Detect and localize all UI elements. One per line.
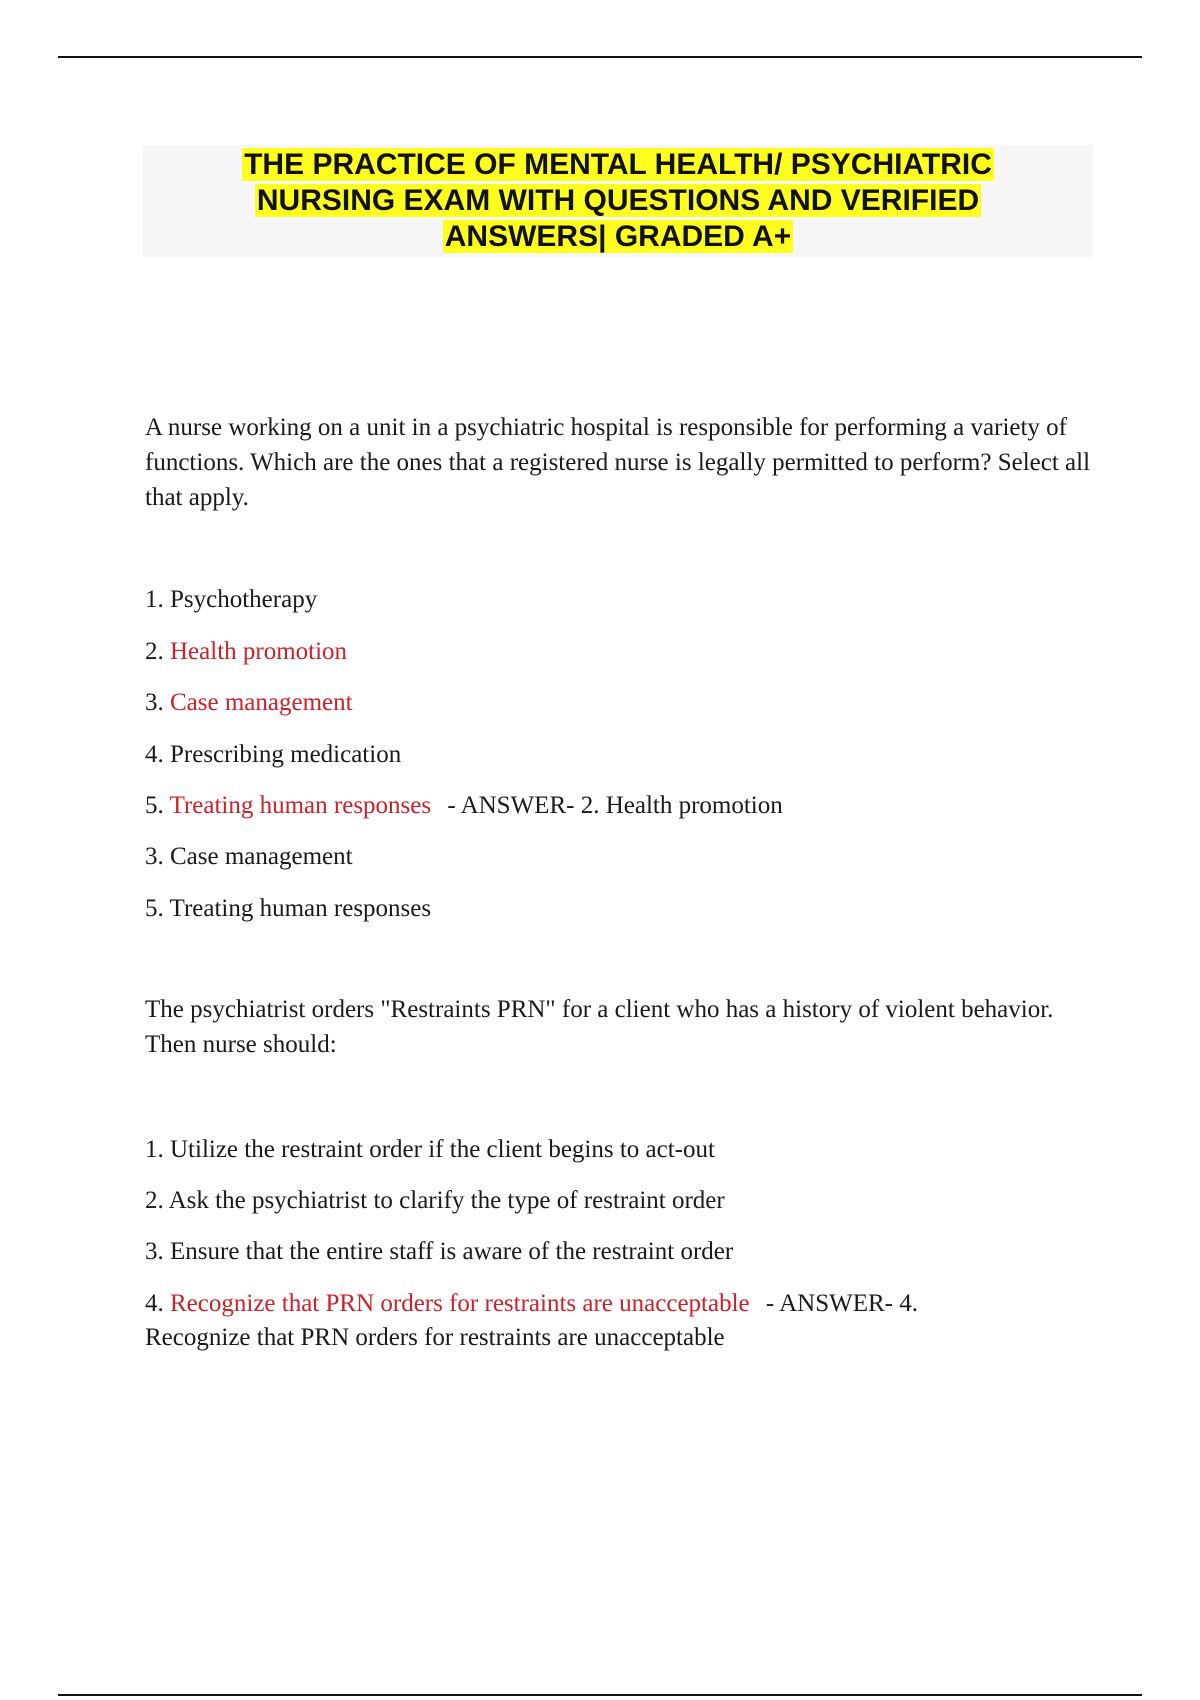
- footer-rule: [58, 1694, 1142, 1696]
- answer-marker: - ANSWER- 4.: [765, 1290, 918, 1317]
- option-text-correct: Case management: [170, 689, 353, 716]
- title-highlight: THE PRACTICE OF MENTAL HEALTH/ PSYCHIATRIC NURSING EXAM WITH QUESTIONS AND VERIFIED ANSWERS| GRADED A+: [244, 148, 992, 253]
- q1-option-2: [145, 634, 347, 669]
- option-number: 4.: [145, 1290, 164, 1317]
- q2-option-2: [145, 1183, 725, 1218]
- option-number: 2.: [145, 1187, 164, 1214]
- option-number: 2.: [145, 638, 164, 665]
- option-number: 3.: [145, 689, 164, 716]
- option-number: 3.: [145, 1238, 164, 1265]
- header-rule: [58, 56, 1142, 58]
- document-title: [208, 147, 1028, 255]
- option-text-correct: Treating human responses: [169, 792, 432, 819]
- q2-option-4: [145, 1286, 918, 1321]
- title-banner: [143, 145, 1093, 257]
- option-text: Ask the psychiatrist to clarify the type of restraint order: [168, 1187, 725, 1214]
- option-text: Utilize the restraint order if the client begins to act-out: [170, 1136, 715, 1163]
- q1-answer-line-2: 5. Treating human responses: [145, 895, 432, 922]
- q2-option-3: [145, 1234, 733, 1269]
- q1-option-4: [145, 737, 401, 772]
- option-number: 1.: [145, 1136, 164, 1163]
- question-2-prompt: The psychiatrist orders "Restraints PRN" for a client who has a history of violent behavior. Then nurse should:: [145, 996, 1054, 1058]
- question-1-prompt: A nurse working on a unit in a psychiatric hospital is responsible for performing a variety of functions. Which are the ones that a registered nurse is legally permitted to perform? Select all that apply.: [145, 414, 1091, 511]
- answer-marker: - ANSWER- 2. Health promotion: [447, 792, 783, 819]
- option-text-correct: Health promotion: [170, 638, 348, 665]
- q2-answer-line-1: Recognize that PRN orders for restraints are unacceptable: [145, 1324, 725, 1351]
- q1-option-5: [145, 788, 783, 823]
- q1-option-3: [145, 685, 353, 720]
- document-body: [145, 410, 1095, 1660]
- option-text-correct: Recognize that PRN orders for restraints are unacceptable: [170, 1290, 750, 1317]
- option-text: Prescribing medication: [170, 741, 402, 768]
- option-number: 1.: [145, 586, 164, 613]
- q1-answer-line-1: 3. Case management: [145, 843, 353, 870]
- option-number: 5.: [145, 792, 164, 819]
- q1-option-1: [145, 582, 317, 617]
- option-text: Psychotherapy: [170, 586, 318, 613]
- q2-option-1: [145, 1132, 715, 1167]
- option-text: Ensure that the entire staff is aware of the restraint order: [170, 1238, 734, 1265]
- option-number: 4.: [145, 741, 164, 768]
